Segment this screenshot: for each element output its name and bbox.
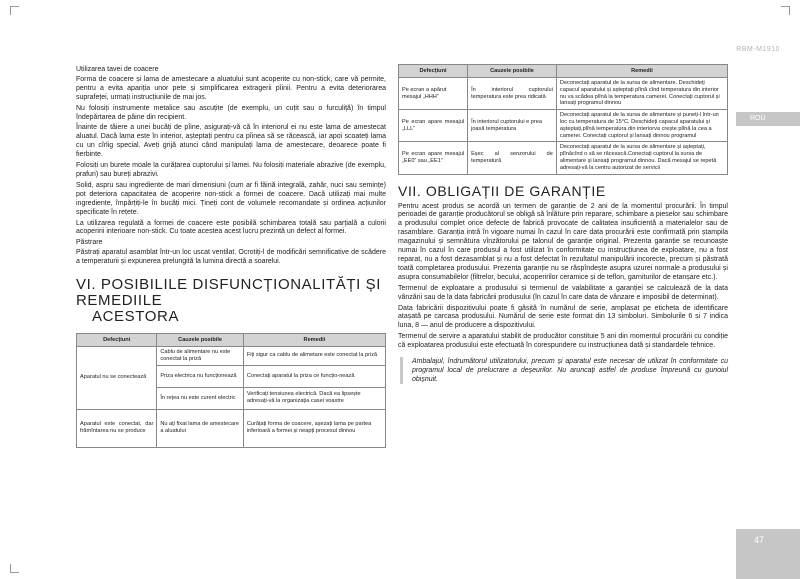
cause-cell: Eșec al senzorului de temperatură (468, 142, 557, 174)
model-number: RBM-M1910 (736, 46, 780, 53)
crop-mark-top-right (781, 6, 790, 15)
paragraph: Data fabricării dispozitivului poate fi găsită în numărul de serie, amplasat pe eticheta de identificare atașată pe carcasa produsului. Numărul de serie este format din 13 simboluri. Simbolurile 6 si 7 indica luna, 8 — anul de producere a dispozitivului. (398, 304, 728, 330)
recycling-note (398, 357, 728, 384)
defect-cell: Pe ecran apare mesajul „EE0” sau „EE1” (399, 142, 468, 174)
defect-cell: Aparatul este conectat, dar frămîntarea nu se produce (77, 409, 157, 447)
remedy-cell: Deconectați aparatul de la sursa de alimentare. Deschideți capacul aparatului și așteptați plînă cînd temperatura din interior nu va scădea plînă la temperatura camerei. Conectați cuptorul și lansați programul dinnou (556, 78, 727, 110)
right-column (398, 64, 728, 384)
note-bar (400, 357, 403, 384)
column-header: Defecțiuni (77, 334, 157, 347)
defect-cell: Aparatul nu se conectează (77, 347, 157, 410)
troubleshooting-table-continued (398, 64, 728, 175)
defect-cell: Pe ecran apare mesajul „LLL” (399, 110, 468, 142)
paragraph: Pentru acest produs se acordă un termen de garanție de 2 ani de la momentul procurării. În timpul perioadei de garanție producătorul se obligă să înlăture prin reparare, schimbare a pieselor sau schimbare a produsului complet orice defecte de fabrică provocate de calitatea insuficientă a materialelor sau de rasamblare. Garanția intră în vigoare numai în cazul în care data procurării este confirmată prin ștampila magazinului și semnătura vînzătorului pe talonul de garanție original. Prezenta garanție se recunoaște numai în cazul în care produsul a fost utilizat în conformitate cu instrucțiunea de exploatare, nu a fost reparat, nu a fost dezasamblat și nu a fost defectat în rezultatul manipulării incorecte, precum și păstrată toată completarea produsului. Prezenta garanție nu se răspîndește asupra uzurei normale a produsului și asupra consumabilelor (filtrelor, becului, acoperirilor ceramice și de teflon, garniturilor de etanșare etc.). (398, 202, 728, 281)
heading-baking-tray: Utilizarea tavei de coacere (76, 66, 159, 73)
paragraph: Solid, aspru sau ingrediente de mari dimensiuni (cum ar fi făină integrală, zahăr, nuci sau semințe) pot deteriora capacitatea de acoperire non-stick a formei de coacere. Dacă utilizați mai multe ingrediente, împărțiți-le în bucăți mici. Țineți cont de volumele recomandate și ordinea acțiunilor specificate în rețete. (76, 181, 386, 216)
storage-text: Păstrați aparatul asamblat într-un loc uscat ventilat. Ocrotiți-l de modificări semnificative de scădere a temperaturii și expunerea prelungită la lumina directă a soarelui. (76, 249, 386, 266)
remedy-cell: Deconectați aparatul de la sursa de alimentare și puneți-l într-un loc cu temperatura de 15°C. Deschideți capacul aparatului și așteptați,plînă temperatura din interiorva crește plînă la cea a camerei. Conectați cuptorul și lansați dinnou programul (556, 110, 727, 142)
cause-cell: În interiorul cuptorului temperatura este prea ridicată (468, 78, 557, 110)
paragraph: Termenul de servire a aparatului stabilit de producător constituie 5 ani din momentul procurării cu condiție că exploatarea produsului este efectuată în corespundere cu instrucțiunea dată și standardele tehnice. (398, 333, 728, 350)
crop-mark-bottom-left (10, 564, 19, 573)
left-column (76, 66, 386, 448)
cause-cell: Nu ați fixat lama de amestecare a aluatului (157, 409, 244, 447)
page-number: 47 (736, 529, 800, 579)
section-6-title-line1: VI. POSIBILILE DISFUNCȚIONALITĂȚI ȘI REMEDIILE (76, 276, 381, 310)
column-header: Remedii (556, 65, 727, 78)
paragraph: Folosiți un burete moale la curățarea cuptorului și lamei. Nu folosiți materiale abrazive (de exemplu, prafuri) sau bureți abrazivi. (76, 162, 386, 178)
crop-mark-top-left (10, 6, 19, 15)
section-6-title-line2: ACESTORA (92, 308, 180, 326)
defect-cell: Pe ecran a apărut mesajul „HHH” (399, 78, 468, 110)
paragraph: Termenul de exploatare a produsului și termenul de valabilitate a garanției se calculează de la data vânzării sau de la data fabricării produsului (în cazul în care data de vânzare e imposibil de determinat). (398, 284, 728, 301)
cause-cell: În interiorul cuptorului e prea joasă temperatura (468, 110, 557, 142)
cause-cell: Priza electrica nu funcționează (157, 365, 244, 387)
cause-cell: Cablu de alimentare nu este conectat la priză (157, 347, 244, 366)
cause-cell: În rețea nu este curent electric (157, 387, 244, 409)
column-header: Cauzele posibile (157, 334, 244, 347)
remedy-cell: Deconectați aparatul de la sursa de alimentare și așteptați, plînăcînd o să se răcească.Conectați cuptorul la sursa de alimentare și lansați programul dinnou. Dacă mesajul se repetă adresați-vă la centru autorizat de servicii (556, 142, 727, 174)
heading-storage: Păstrare (76, 239, 103, 247)
troubleshooting-table (76, 333, 386, 448)
remedy-cell: Fiți sigur ca cablu de alimetare este conectat la priză (243, 347, 385, 366)
paragraph: Înainte de tăiere a unei bucăți de pîine, asigurați-vă că în interiorul ei nu este lama de amestecat aluatul. Dacă lama este în interior, așteptați pentru ca pîinea să se răcească, iar apoi scoateți lama cu un cîrlig special. Aveți grijă atunci când manipulați lama de amestecare, deoarece poate fi fierbinte. (76, 124, 386, 159)
column-header: Defecțiuni (399, 65, 468, 78)
paragraph: Forma de coacere și lama de amestecare a aluatului sunt acoperite cu non-stick, care vă permite, pentru a evita apariția unor pete și simplificarea extragerii pîinii. Pentru a evita deteriorarea suprafeței, urmați instrucțiunile de mai jos. (76, 75, 386, 101)
remedy-cell: Conectați aparatul la priza ce funcțio-nează (243, 365, 385, 387)
column-header: Cauzele posibile (468, 65, 557, 78)
section-7-title: VII. OBLIGAȚII DE GARANȚIE (398, 182, 606, 199)
section-6-title (76, 277, 386, 325)
paragraph: La utilizarea regulată a formei de coacere este posibilă schimbarea totală sau parțială a culorii acoperirii interioare non-stick. Cu toate acestea acest lucru prezintă un defect al formei. (76, 219, 386, 236)
remedy-cell: Verificați tensiunea electrică. Dacă ea lipsește adresați-vă la organizația casei voastre (243, 387, 385, 409)
language-tab: ROU (736, 112, 800, 126)
column-header: Remedii (243, 334, 385, 347)
remedy-cell: Curățați forma de coacere, așezați lama pe partea inferioară a formei și neapți procesul dinnou (243, 409, 385, 447)
paragraph: Nu folosiți instrumente metalice sau ascuțite (de exemplu, un cuțit sau o furculiță) în timpul îndepărtarea de pâine din recipient. (76, 104, 386, 121)
recycling-note-text: Ambalajul, îndrumătorul utilizatorului, precum și aparatul este necesar de utilizat în conformitate cu programul local de prelucrare a deșeurilor. Nu aruncați astfel de produse împreună cu gunoiul obișnuit. (412, 358, 728, 384)
